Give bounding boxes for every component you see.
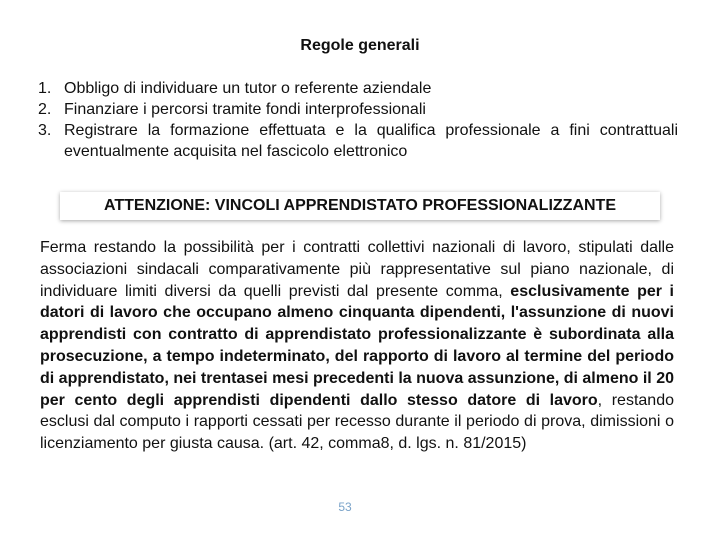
list-item bbox=[38, 78, 678, 99]
body-paragraph bbox=[40, 237, 674, 455]
list-item-number: 3. bbox=[38, 122, 52, 139]
list-item bbox=[38, 120, 678, 162]
page-title: Regole generali bbox=[300, 37, 420, 54]
paragraph-bold: esclusivamente per i datori di lavoro che occupano almeno cinquanta dipendenti, l'assunzione di nuovi apprendisti con contratto di apprendistato professionalizzante è subordinata alla prosecuzione, a tempo indeterminato, del rapporto di lavoro al termine del periodo di apprendistato, nei trentasei mesi precedenti la nuova assunzione, di almeno il 20 per cento degli apprendisti dipendenti dallo stesso datore di lavoro bbox=[40, 282, 675, 409]
rules-list bbox=[38, 78, 678, 162]
paragraph-intro: Ferma restando la possibilità per i contratti collettivi nazionali di lavoro, stipulati dalle associazioni sindacali comparativamente più rappresentative sul piano nazionale, di individuare limiti diversi da quelli previsti dal presente comma, bbox=[40, 239, 674, 300]
list-item-text: Finanziare i percorsi tramite fondi interprofessionali bbox=[64, 101, 426, 118]
list-item-number: 1. bbox=[38, 80, 52, 97]
list-item bbox=[38, 99, 678, 120]
list-item-text: Obbligo di individuare un tutor o referente aziendale bbox=[64, 80, 432, 97]
list-item-number: 2. bbox=[38, 101, 52, 118]
attention-banner: ATTENZIONE: VINCOLI APPRENDISTATO PROFESSIONALIZZANTE bbox=[60, 192, 660, 220]
list-item-text: Registrare la formazione effettuata e la qualifica professionale a fini contrattuali eventualmente acquisita nel fascicolo elettronico bbox=[64, 122, 678, 160]
page-number: 53 bbox=[338, 500, 352, 514]
paragraph-outro: , restando esclusi dal computo i rapporti cessati per recesso durante il periodo di prova, dimissioni o licenziamento per giusta causa. (art. 42, comma8, d. lgs. n. 81/2015) bbox=[40, 391, 674, 453]
